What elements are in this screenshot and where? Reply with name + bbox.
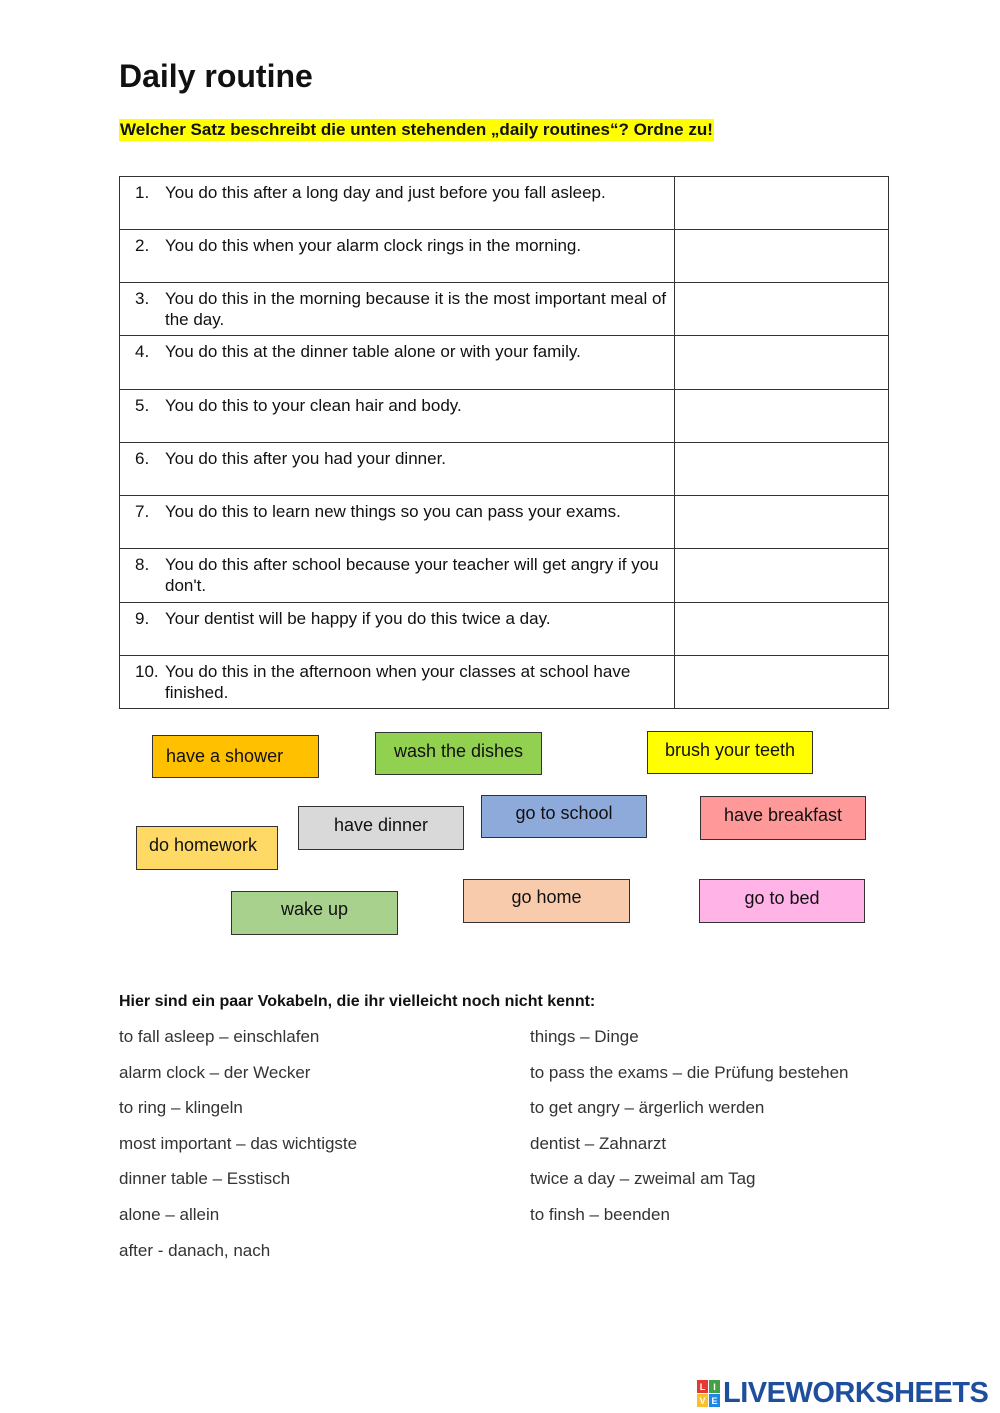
question-text: You do this to learn new things so you can pass your exams. — [165, 502, 621, 521]
question-text: You do this after you had your dinner. — [165, 449, 447, 468]
vocab-item: alone – allein — [119, 1204, 220, 1224]
answer-drop-zone[interactable] — [675, 390, 889, 443]
question-cell — [120, 549, 675, 603]
question-cell — [120, 283, 675, 336]
answer-drop-zone[interactable] — [675, 443, 889, 496]
question-number: 5. — [135, 396, 150, 415]
logo-text: LIVEWORKSHEETS — [723, 1377, 989, 1409]
question-cell — [120, 603, 675, 656]
liveworksheets-logo — [697, 1377, 988, 1410]
vocab-list-left — [119, 1027, 357, 1276]
question-cell — [120, 496, 675, 549]
question-text: You do this to your clean hair and body. — [165, 396, 462, 415]
answer-chip-go-to-bed[interactable]: go to bed — [699, 879, 865, 923]
question-row — [120, 549, 889, 603]
question-row — [120, 443, 889, 496]
question-row — [120, 603, 889, 656]
question-row — [120, 336, 889, 390]
question-number: 4. — [135, 342, 150, 361]
logo-mark-icon: L I V E — [697, 1380, 720, 1407]
vocab-item: dentist – Zahnarzt — [530, 1133, 667, 1153]
answer-drop-zone[interactable] — [675, 336, 889, 390]
question-cell — [120, 656, 675, 709]
question-text: You do this after school because your teacher will get angry if you don't. — [165, 555, 659, 595]
answer-drop-zone[interactable] — [675, 603, 889, 656]
question-text: Your dentist will be happy if you do this twice a day. — [165, 609, 551, 628]
vocab-item: to ring – klingeln — [119, 1098, 243, 1118]
question-cell — [120, 443, 675, 496]
question-number: 7. — [135, 502, 150, 521]
vocab-heading: Hier sind ein paar Vokabeln, die ihr vielleicht noch nicht kennt: — [119, 993, 596, 1010]
answer-chip-go-to-school[interactable]: go to school — [481, 795, 647, 838]
vocab-item: to pass the exams – die Prüfung bestehen — [530, 1062, 849, 1082]
question-row — [120, 283, 889, 336]
question-row — [120, 230, 889, 283]
question-number: 2. — [135, 236, 150, 255]
answer-chip-brush-your-teeth[interactable]: brush your teeth — [647, 731, 813, 774]
answer-chip-do-homework[interactable]: do homework — [136, 826, 278, 870]
question-text: You do this after a long day and just before you fall asleep. — [165, 183, 606, 202]
question-number: 3. — [135, 289, 150, 308]
instruction-text: Welcher Satz beschreibt die unten stehenden „daily routines“? Ordne zu! — [120, 120, 713, 139]
vocab-item: to finsh – beenden — [530, 1204, 670, 1224]
vocab-item: dinner table – Esstisch — [119, 1169, 291, 1189]
answer-chip-wash-the-dishes[interactable]: wash the dishes — [375, 732, 542, 775]
answer-chip-go-home[interactable]: go home — [463, 879, 630, 923]
answer-drop-zone[interactable] — [675, 496, 889, 549]
question-row — [120, 496, 889, 549]
question-number: 1. — [135, 183, 150, 202]
answer-drop-zone[interactable] — [675, 177, 889, 230]
question-number: 8. — [135, 555, 150, 574]
question-number: 9. — [135, 609, 150, 628]
question-cell — [120, 390, 675, 443]
question-text: You do this at the dinner table alone or with your family. — [165, 342, 581, 361]
answer-drop-zone[interactable] — [675, 549, 889, 603]
page-title: Daily routine — [119, 58, 313, 94]
question-cell — [120, 230, 675, 283]
vocab-item: to fall asleep – einschlafen — [119, 1027, 320, 1046]
question-text: You do this in the morning because it is the most important meal of the day. — [165, 289, 667, 329]
vocab-item: twice a day – zweimal am Tag — [530, 1169, 756, 1189]
question-number: 10. — [135, 662, 159, 681]
answer-drop-zone[interactable] — [675, 283, 889, 336]
vocab-item: most important – das wichtigste — [119, 1133, 358, 1153]
question-row — [120, 177, 889, 230]
question-cell — [120, 336, 675, 390]
answer-chip-have-breakfast[interactable]: have breakfast — [700, 796, 866, 840]
answer-chip-have-a-shower[interactable]: have a shower — [152, 735, 319, 778]
vocab-item: after - danach, nach — [119, 1240, 271, 1260]
vocab-item: things – Dinge — [530, 1027, 639, 1046]
question-row — [120, 390, 889, 443]
answer-drop-zone[interactable] — [675, 656, 889, 709]
question-number: 6. — [135, 449, 150, 468]
question-text: You do this in the afternoon when your classes at school have finished. — [165, 662, 631, 702]
answer-chip-wake-up[interactable]: wake up — [231, 891, 398, 935]
question-text: You do this when your alarm clock rings in the morning. — [165, 236, 582, 255]
vocab-item: to get angry – ärgerlich werden — [530, 1098, 765, 1118]
answer-chip-have-dinner[interactable]: have dinner — [298, 806, 464, 850]
answer-drop-zone[interactable] — [675, 230, 889, 283]
question-row — [120, 656, 889, 709]
question-table — [119, 176, 889, 709]
vocab-list-right — [530, 1027, 848, 1241]
question-cell — [120, 177, 675, 230]
vocab-item: alarm clock – der Wecker — [119, 1062, 311, 1082]
